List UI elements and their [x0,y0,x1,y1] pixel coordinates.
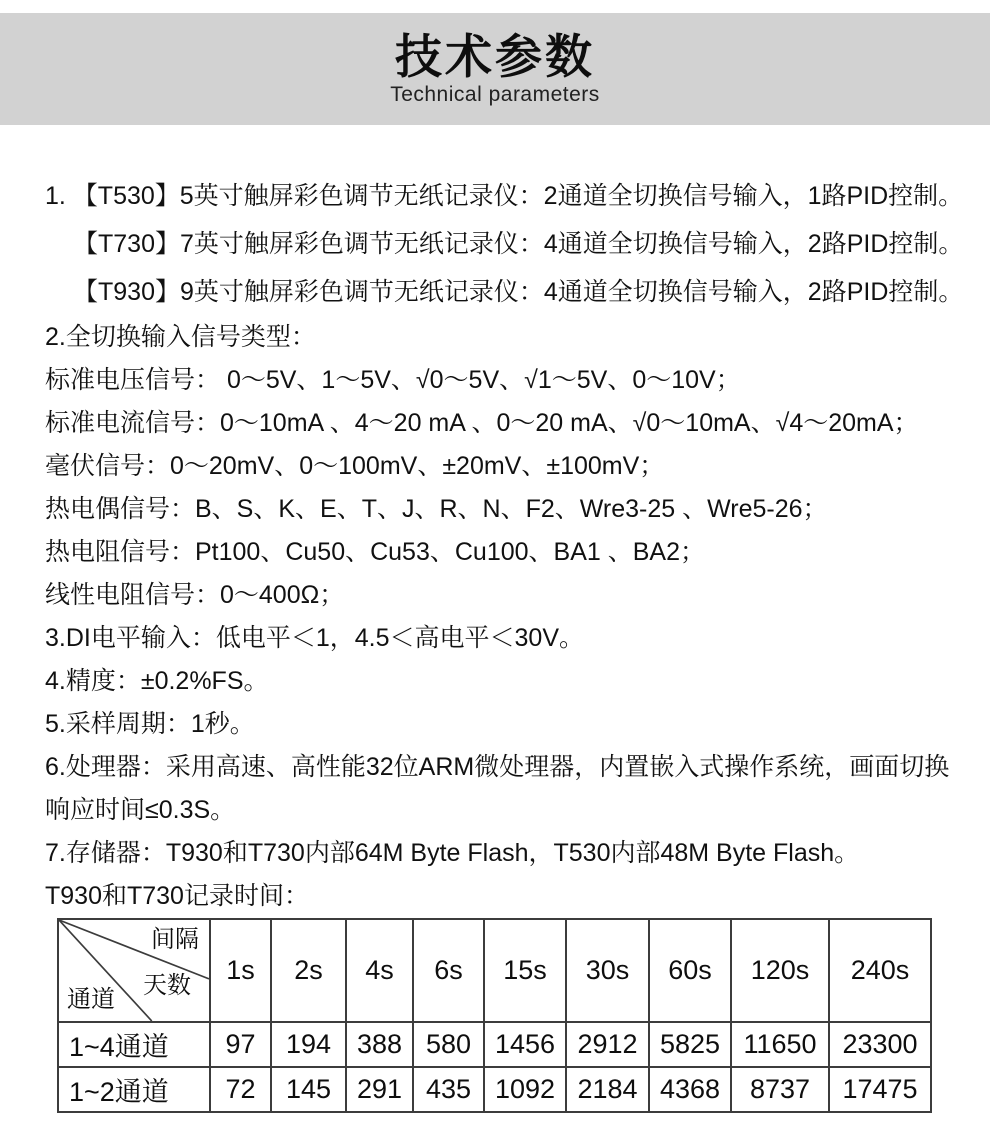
col-header-60s: 60s [649,919,731,1022]
cell-1-4-60s: 5825 [649,1022,731,1067]
corner-label-interval: 间隔 [151,926,199,953]
spec-list [45,172,990,918]
spec-line-signal-types: 2.全切换输入信号类型： [45,323,316,351]
cell-1-4-6s: 580 [413,1022,484,1067]
spec-line-t930: 【T930】9英寸触屏彩色调节无纸记录仪：4通道全切换信号输入，2路PID控制。 [73,278,964,306]
cell-1-2-4s: 291 [346,1067,413,1112]
spec-line-t530: 1. 【T530】5英寸触屏彩色调节无纸记录仪：2通道全切换信号输入，1路PID控制。 [45,182,964,210]
cell-1-4-1s: 97 [210,1022,271,1067]
cell-1-2-30s: 2184 [566,1067,649,1112]
corner-label-channel: 通道 [67,986,115,1013]
title-band [0,13,990,125]
spec-line-t730: 【T730】7英寸触屏彩色调节无纸记录仪：4通道全切换信号输入，2路PID控制。 [73,230,964,258]
cell-1-4-15s: 1456 [484,1022,566,1067]
page-title: 技术参数 [395,29,595,83]
col-header-240s: 240s [829,919,931,1022]
cell-1-2-120s: 8737 [731,1067,829,1112]
cell-1-4-120s: 11650 [731,1022,829,1067]
spec-line-storage: 7.存储器：T930和T730内部64M Byte Flash，T530内部48M Byte Flash。 [45,839,860,867]
table-row-1-2-channels [58,1067,931,1112]
table-corner-cell [58,919,210,1022]
table-header-row [58,919,931,1022]
row-label-1-2: 1~2通道 [58,1067,210,1112]
spec-line-rtd: 热电阻信号：Pt100、Cu50、Cu53、Cu100、BA1 、BA2； [45,538,705,566]
spec-line-current: 标准电流信号：0～10mA 、4～20 mA 、0～20 mA、√0～10mA、√4～20mA； [45,409,919,437]
cell-1-4-4s: 388 [346,1022,413,1067]
cell-1-4-240s: 23300 [829,1022,931,1067]
page-subtitle: Technical parameters [390,83,600,107]
spec-line-processor: 6.处理器：采用高速、高性能32位ARM微处理器，内置嵌入式操作系统，画面切换 [45,753,950,781]
row-label-1-4: 1~4通道 [58,1022,210,1067]
spec-line-voltage: 标准电压信号： 0～5V、1～5V、√0～5V、√1～5V、0～10V； [45,366,741,394]
spec-line-sample-period: 5.采样周期：1秒。 [45,710,255,738]
cell-1-4-30s: 2912 [566,1022,649,1067]
col-header-15s: 15s [484,919,566,1022]
col-header-6s: 6s [413,919,484,1022]
record-time-table [57,918,932,1113]
cell-1-2-2s: 145 [271,1067,346,1112]
cell-1-2-15s: 1092 [484,1067,566,1112]
col-header-4s: 4s [346,919,413,1022]
cell-1-2-240s: 17475 [829,1067,931,1112]
table-row-1-4-channels [58,1022,931,1067]
col-header-120s: 120s [731,919,829,1022]
spec-line-linear-resistance: 线性电阻信号：0～400Ω； [45,581,345,609]
spec-line-thermocouple: 热电偶信号：B、S、K、E、T、J、R、N、F2、Wre3-25 、Wre5-26； [45,495,828,523]
spec-line-millivolt: 毫伏信号：0～20mV、0～100mV、±20mV、±100mV； [45,452,665,480]
spec-line-record-time-caption: T930和T730记录时间： [45,882,309,910]
cell-1-2-6s: 435 [413,1067,484,1112]
col-header-30s: 30s [566,919,649,1022]
spec-line-processor-cont: 响应时间≤0.3S。 [45,796,236,824]
cell-1-2-60s: 4368 [649,1067,731,1112]
corner-label-days: 天数 [143,972,191,999]
spec-line-accuracy: 4.精度：±0.2%FS。 [45,667,269,695]
cell-1-2-1s: 72 [210,1067,271,1112]
spec-line-di-level: 3.DI电平输入：低电平＜1，4.5＜高电平＜30V。 [45,624,584,652]
col-header-1s: 1s [210,919,271,1022]
cell-1-4-2s: 194 [271,1022,346,1067]
col-header-2s: 2s [271,919,346,1022]
